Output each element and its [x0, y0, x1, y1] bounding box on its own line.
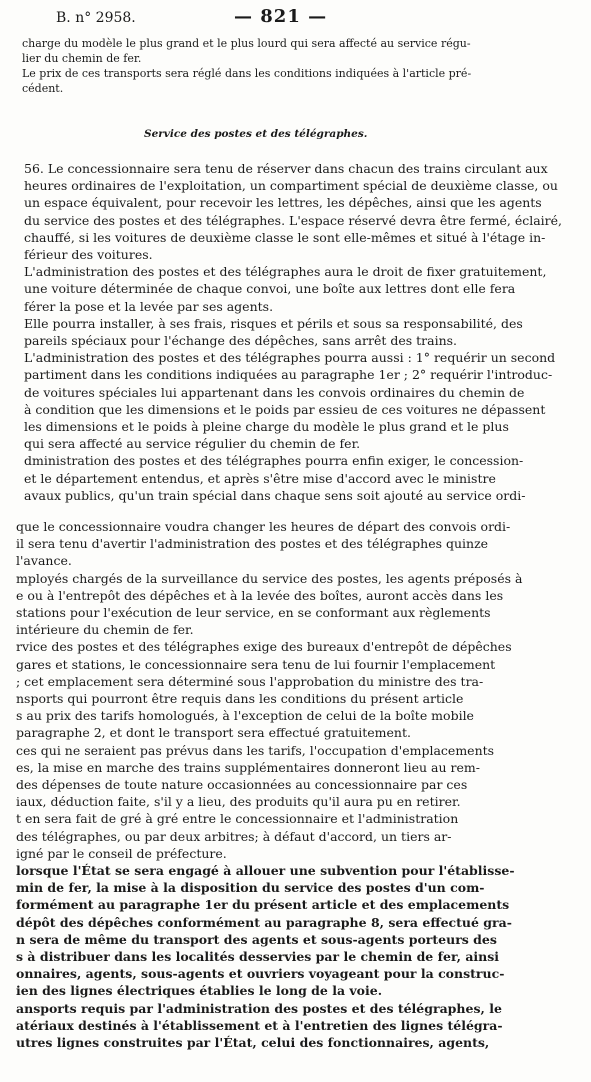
text-line: férer la pose et la levée par ses agents.	[24, 298, 274, 314]
text-line: L'administration des postes et des télégraphes aura le droit de fixer gratuitement,	[24, 264, 547, 280]
bulletin-number: B. n° 2958.	[56, 10, 136, 26]
text-line: une voiture déterminée de chaque convoi, une boîte aux lettres dont elle fera	[24, 281, 516, 297]
text-line: les dimensions et le poids à pleine charge du modèle le plus grand et le plus	[24, 419, 509, 435]
text-line: formément au paragraphe 1er du présent article et des emplacements	[16, 897, 510, 913]
text-line: dépôt des dépêches conformément au paragraphe 8, sera effectué gra-	[16, 914, 512, 930]
text-line: heures ordinaires de l'exploitation, un compartiment spécial de deuxième classe, ou	[24, 178, 558, 194]
text-line: férieur des voitures.	[24, 247, 153, 263]
text-line: que le concessionnaire voudra changer les heures de départ des convois ordi-	[16, 519, 511, 534]
text-line: min de fer, la mise à la disposition du service des postes d'un com-	[16, 880, 485, 896]
text-line: es, la mise en marche des trains supplémentaires donneront lieu au rem-	[16, 759, 480, 775]
text-line: 56. Le concessionnaire sera tenu de réserver dans chacun des trains circulant aux	[24, 161, 548, 176]
text-line: nsports qui pourront être requis dans les conditions du présent article	[16, 691, 464, 707]
text-line: un espace équivalent, pour recevoir les lettres, les dépêches, ainsi que les agents	[24, 195, 542, 211]
text-line: dministration des postes et des télégraphes pourra enfin exiger, le concession-	[24, 453, 524, 469]
article-56-text	[24, 160, 572, 504]
text-line: partiment dans les conditions indiquées au paragraphe 1er ; 2° requérir l'introduc-	[24, 367, 553, 383]
text-line: onnaires, agents, sous-agents et ouvriers voyageant pour la construc-	[16, 966, 505, 982]
text-line: l'avance.	[16, 553, 72, 569]
page-number: — 821 —	[234, 6, 328, 27]
text-line: à condition que les dimensions et le poids par essieu de ces voitures ne dépassent	[24, 401, 546, 417]
text-line: avaux publics, qu'un train spécial dans chaque sens soit ajouté au service ordi-	[24, 487, 526, 503]
text-line: L'administration des postes et des télégraphes pourra aussi : 1° requérir un second	[24, 350, 556, 366]
text-line: s au prix des tarifs homologués, à l'exception de celui de la boîte mobile	[16, 708, 474, 724]
text-line: Le prix de ces transports sera réglé dans les conditions indiquées à l'article pré-	[22, 67, 472, 80]
text-line: paragraphe 2, et dont le transport sera effectué gratuitement.	[16, 725, 411, 741]
text-line: des télégraphes, ou par deux arbitres; à défaut d'accord, un tiers ar-	[16, 828, 452, 844]
text-line: stations pour l'exécution de leur service, en se conformant aux règlements	[16, 605, 491, 621]
article-continuation-text	[16, 518, 570, 1051]
text-line: du service des postes et des télégraphes. L'espace réservé devra être fermé, éclairé,	[24, 212, 563, 228]
text-line: et le département entendus, et après s'être mise d'accord avec le ministre	[24, 470, 496, 486]
page-header	[56, 6, 556, 30]
text-line: pareils spéciaux pour l'échange des dépêches, sans arrêt des trains.	[24, 333, 458, 349]
text-line: ces qui ne seraient pas prévus dans les tarifs, l'occupation d'emplacements	[16, 742, 495, 758]
text-line: intérieure du chemin de fer.	[16, 622, 194, 638]
text-line: de voitures spéciales lui appartenant dans les convois ordinaires du chemin de	[24, 384, 525, 400]
text-line: n sera de même du transport des agents et sous-agents porteurs des	[16, 931, 497, 947]
text-line: igné par le conseil de préfecture.	[16, 845, 227, 861]
text-line: ien des lignes électriques établies le long de la voie.	[16, 983, 383, 999]
text-line: cédent.	[22, 82, 64, 95]
text-line: chauffé, si les voitures de deuxième classe le sont elle-mêmes et situé à l'étage in-	[24, 229, 546, 245]
section-title: Service des postes et des télégraphes.	[144, 128, 368, 140]
text-line: s à distribuer dans les localités desservies par le chemin de fer, ainsi	[16, 949, 500, 965]
text-line: rvice des postes et des télégraphes exige des bureaux d'entrepôt de dépêches	[16, 639, 512, 655]
text-line: atériaux destinés à l'établissement et à l'entretien des lignes télégra-	[16, 1017, 503, 1033]
text-line: ansports requis par l'administration des postes et des télégraphes, le	[16, 1000, 502, 1016]
text-line: e ou à l'entrepôt des dépêches et à la levée des boîtes, auront accès dans les	[16, 587, 504, 603]
text-line: charge du modèle le plus grand et le plus lourd qui sera affecté au service régu-	[22, 37, 471, 50]
text-line: lorsque l'État se sera engagé à allouer une subvention pour l'établisse-	[16, 863, 515, 879]
intro-paragraph	[22, 36, 570, 96]
text-line: t en sera fait de gré à gré entre le concessionnaire et l'administration	[16, 811, 459, 827]
text-line: qui sera affecté au service régulier du chemin de fer.	[24, 436, 361, 452]
text-line: lier du chemin de fer.	[22, 52, 142, 65]
text-line: des dépenses de toute nature occasionnées au concessionnaire par ces	[16, 777, 468, 793]
text-line: utres lignes construites par l'État, celui des fonctionnaires, agents,	[16, 1035, 490, 1051]
text-line: iaux, déduction faite, s'il y a lieu, des produits qu'il aura pu en retirer.	[16, 794, 461, 810]
text-line: ; cet emplacement sera déterminé sous l'approbation du ministre des tra-	[16, 673, 484, 689]
text-line: mployés chargés de la surveillance du service des postes, les agents préposés à	[16, 570, 523, 586]
text-line: gares et stations, le concessionnaire sera tenu de lui fournir l'emplacement	[16, 656, 496, 672]
text-line: Elle pourra installer, à ses frais, risques et périls et sous sa responsabilité, des	[24, 315, 523, 331]
text-line: il sera tenu d'avertir l'administration des postes et des télégraphes quinze	[16, 536, 489, 552]
